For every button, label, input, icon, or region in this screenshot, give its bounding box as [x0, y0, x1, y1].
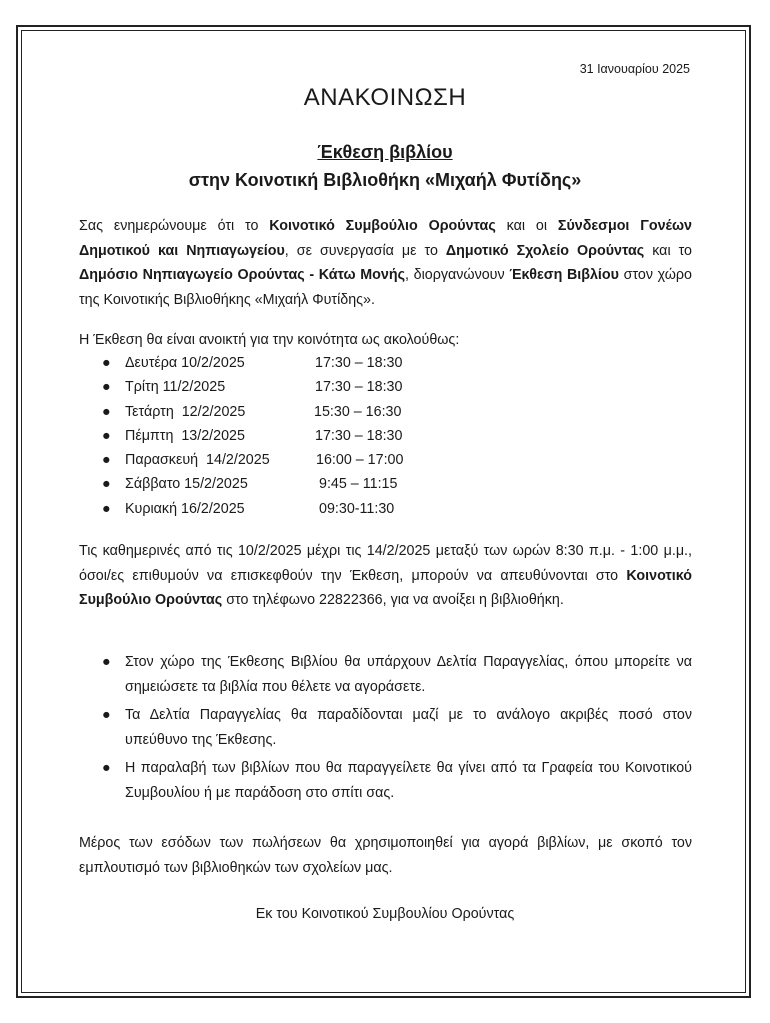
info-bullet-text: Στον χώρο της Έκθεσης Βιβλίου θα υπάρχουν Δελτία Παραγγελίας, όπου μπορείτε να σημειώσετε τα βιβλία που θέλετε να αγοράσετε.	[125, 654, 692, 695]
weekday-info-text-1: Τις καθημερινές από τις 10/2/2025 μέχρι τις 14/2/2025 μεταξύ των ωρών 8:30 π.μ. - 1:00 μ.μ., όσοι/ες επιθυμούν να επισκεφθούν την Έκθεση, μπορούν να απευθύνονται στο	[79, 543, 692, 584]
bullet-icon: ●	[102, 355, 111, 371]
intro-bold-2: Σύνδεσμοι Γονέων Δημοτικού και Νηπιαγωγείου	[79, 218, 692, 259]
schedule-time: 17:30 – 18:30	[315, 379, 403, 396]
weekday-info-bold: Κοινοτικό Συμβούλιο Ορούντας	[79, 567, 692, 608]
weekday-info-text-2: στο τηλέφωνο 22822366, για να ανοίξει η βιβλιοθήκη.	[222, 592, 564, 608]
intro-text-5: , διοργανώνουν	[405, 267, 510, 283]
schedule-time: 16:00 – 17:00	[316, 452, 404, 469]
schedule-day: Σάββατο 15/2/2025	[125, 476, 248, 493]
schedule-day: Τετάρτη 12/2/2025	[125, 403, 246, 420]
intro-bold-3: Δημοτικό Σχολείο Ορούντας	[445, 242, 645, 259]
info-bullet-list	[102, 650, 692, 809]
subtitle-line-1	[0, 142, 770, 163]
intro-text-1: Σας ενημερώνουμε ότι το	[79, 218, 270, 234]
info-bullet-text: Η παραλαβή των βιβλίων που θα παραγγείλετε θα γίνει από τα Γραφεία του Κοινοτικού Συμβουλίου ή με παράδοση στο σπίτι σας.	[125, 760, 692, 801]
schedule-day: Δευτέρα 10/2/2025	[125, 355, 245, 371]
page-title: ΑΝΑΚΟΙΝΩΣΗ	[303, 84, 467, 111]
schedule-time: 17:30 – 18:30	[315, 355, 403, 371]
bullet-icon: ●	[102, 760, 111, 776]
bullet-icon: ●	[102, 427, 111, 444]
signature: Εκ του Κοινοτικού Συμβουλίου Ορούντας	[255, 906, 515, 922]
schedule-time: 15:30 – 16:30	[314, 403, 402, 420]
info-bullet-item	[102, 756, 692, 805]
intro-text-2: και οι	[495, 218, 558, 234]
subtitle-line-1-text: Έκθεση βιβλίου	[317, 142, 453, 162]
info-bullet-text: Τα Δελτία Παραγγελίας θα παραδίδονται μαζί με το ανάλογο ακριβές ποσό στον υπεύθυνο της Έκθεσης.	[125, 707, 692, 748]
schedule-day: Τρίτη 11/2/2025	[125, 379, 226, 396]
bullet-icon: ●	[102, 379, 111, 396]
intro-text-4: και το	[644, 242, 693, 259]
schedule-intro: Η Έκθεση θα είναι ανοικτή για την κοινότητα ως ακολούθως:	[79, 332, 460, 348]
schedule-day: Πέμπτη 13/2/2025	[125, 427, 245, 444]
schedule-time: 17:30 – 18:30	[315, 427, 403, 444]
schedule-day: Παρασκευή 14/2/2025	[125, 452, 270, 469]
intro-bold-4: Δημόσιο Νηπιαγωγείο Ορούντας - Κάτω Μονής	[79, 267, 406, 283]
bullet-icon: ●	[102, 500, 111, 517]
schedule-time: 9:45 – 11:15	[319, 476, 398, 493]
bullet-icon: ●	[102, 707, 111, 723]
intro-bold-5: Έκθεση Βιβλίου	[509, 267, 619, 283]
intro-text-3: , σε συνεργασία με το	[284, 242, 446, 259]
info-bullet-item	[102, 650, 692, 699]
subtitle-line-2: στην Κοινοτική Βιβλιοθήκη «Μιχαήλ Φυτίδης»	[188, 170, 582, 190]
announcement-date: 31 Ιανουαρίου 2025	[579, 62, 690, 76]
intro-paragraph	[79, 214, 692, 312]
bullet-icon: ●	[102, 403, 111, 420]
schedule-time: 09:30-11:30	[319, 500, 395, 517]
closing-paragraph: Μέρος των εσόδων των πωλήσεων θα χρησιμοποιηθεί για αγορά βιβλίων, με σκοπό τον εμπλουτισμό των βιβλιοθηκών των σχολείων μας.	[79, 835, 692, 876]
bullet-icon: ●	[102, 452, 111, 469]
schedule-day: Κυριακή 16/2/2025	[125, 500, 245, 517]
intro-bold-1: Κοινοτικό Συμβούλιο Ορούντας	[269, 218, 496, 234]
bullet-icon: ●	[102, 654, 111, 670]
bullet-icon: ●	[102, 476, 111, 493]
weekday-info-paragraph	[79, 539, 692, 613]
info-bullet-item	[102, 703, 692, 752]
intro-text-6: στον χώρο της Κοινοτικής Βιβλιοθήκης «Μιχαήλ Φυτίδης».	[79, 267, 693, 308]
